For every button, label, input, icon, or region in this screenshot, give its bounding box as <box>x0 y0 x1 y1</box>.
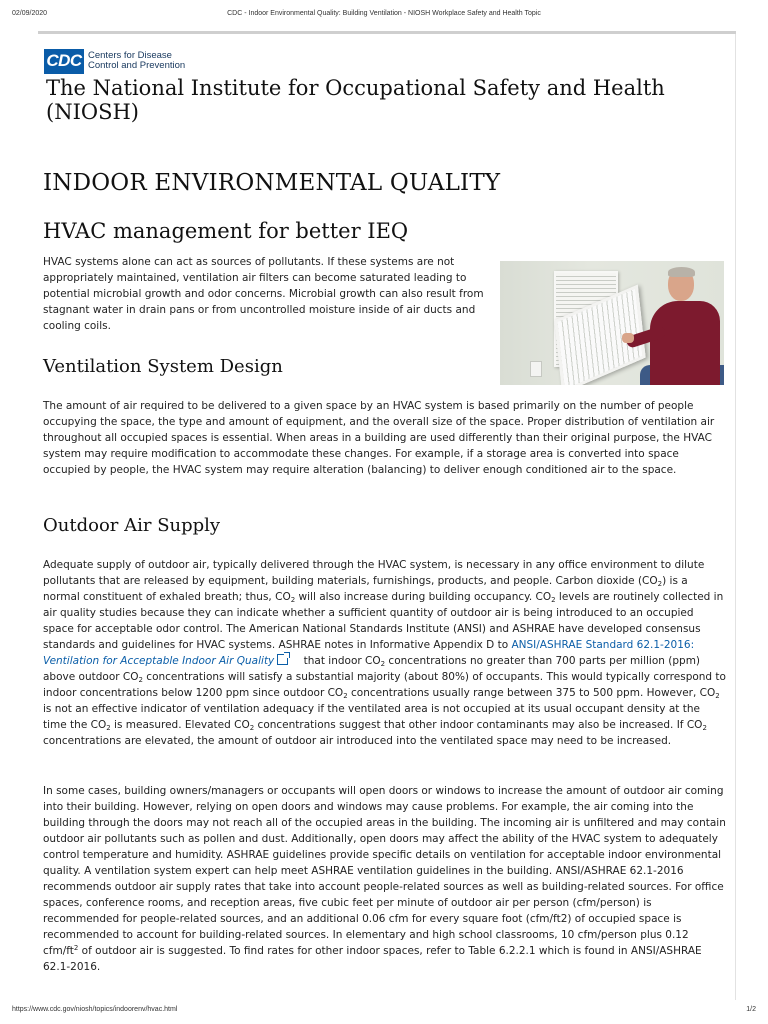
outdoor-air-paragraph-2: In some cases, building owners/managers or occupants will open doors or windows to increase the amount of outdoor air coming into their building. However, relying on open doors and windows may cause problems. For example, the air coming into the building through the doors may not reach all of the occupied areas in the building. The incoming air is unfiltered and may contain outdoor air pollutants such as pollen and dust. Additionally, open doors may affect the ability of the HVAC system to adequately control temperature and humidity. ASHRAE guidelines provide specific details on ventilation for acceptable indoor environmental quality. A ventilation system expert can help meet ASHRAE ventilation guidelines in the building. ANSI/ASHRAE 62.1-2016 recommends outdoor air supply rates that take into account people-related sources as well as building-related sources. For office spaces, conference rooms, and reception areas, five cubic feet per minute of outdoor air per person (cfm/person) is recommended for people-related sources, and an additional 0.06 cfm for every square foot (cfm/ft2) of occupied space is recommended to account for building-related sources. In elementary and high school classrooms, 10 cfm/person plus 0.12 cfm/$ft^2$ of outdoor air is suggested. To find rates for other indoor spaces, refer to Table 6.2.2.1 which is found in ANSI/ASHRAE 62.1-2016. <box>43 785 726 973</box>
page-title: INDOOR ENVIRONMENTAL QUALITY <box>43 170 501 196</box>
hvac-paragraph: HVAC systems alone can act as sources of pollutants. If these systems are not appropriately maintained, ventilation air filters can become saturated leading to potential microbial growth and odor concerns. Microbial growth can also result from stagnant water in drain pans or from uncontrolled moisture inside of air ducts and cooling coils. <box>43 256 484 332</box>
person-hair <box>668 267 695 277</box>
top-divider <box>38 31 736 34</box>
person-hand <box>622 333 634 343</box>
hvac-heading: HVAC management for better IEQ <box>43 219 409 243</box>
outdoor-air-paragraph-1: Adequate supply of outdoor air, typically delivered through the HVAC system, is necessary in any office environment to dilute pollutants that are released by equipment, building materials, furnishings, products, and people. Carbon dioxide $(CO_2)$ is a normal constituent of exhaled breath; thus, $CO_2$ will also increase during building occupancy. $CO_2$ levels are routinely collected in air quality studies because they can indicate whether a sufficient quantity of outdoor air is being introduced to an occupied space for acceptable odor control. The American National Standards Institute (ANSI) and ASHRAE have developed consensus standards and guidelines for HVAC systems. ASHRAE notes in Informative Appendix D to ANSI/ASHRAE Standard 62.1-2016: Ventilation for Acceptable Indoor Air Quality that indoor $CO_2$ concentrations no greater than 700 parts per million (ppm) above outdoor $CO_2$ concentrations will satisfy a substantial majority (about 80%) of occupants. This would typically correspond to indoor concentrations below 1200 ppm since outdoor $CO_2$ concentrations usually range between 375 to 500 ppm. However, $CO_2$ is not an effective indicator of ventilation adequacy if the ventilated area is not occupied at its usual occupant density at the time the $CO_2$ is measured. Elevated $CO_2$ concentrations suggest that other indoor contaminants may also be increased. If $CO_2$ concentrations are elevated, the amount of outdoor air introduced into the ventilated space may need to be increased. <box>43 559 726 747</box>
print-page-title: CDC - Indoor Environmental Quality: Building Ventilation - NIOSH Workplace Safety and Health Topic <box>227 10 541 17</box>
external-link-icon[interactable] <box>277 654 288 665</box>
cdc-logo-line1: Centers for Disease <box>88 50 172 61</box>
wall-outlet <box>530 361 542 377</box>
ashrae-standard-link[interactable]: ANSI/ASHRAE Standard 62.1-2016: Ventilation for Acceptable Indoor Air Quality <box>43 639 695 667</box>
cdc-logo-mark: CDC <box>44 49 84 74</box>
person-torso <box>650 301 720 385</box>
cdc-logo-text <box>88 51 185 71</box>
niosh-title[interactable]: The National Institute for Occupational Safety and Health (NIOSH) <box>46 76 665 124</box>
cdc-logo-line2: Control and Prevention <box>88 60 186 71</box>
ventilation-heading: Ventilation System Design <box>43 356 283 377</box>
page-edge-divider <box>735 34 736 1000</box>
print-header <box>12 10 756 22</box>
print-date: 02/09/2020 <box>12 10 48 17</box>
print-url: https://www.cdc.gov/niosh/topics/indoorenv/hvac.html <box>12 1006 178 1013</box>
outdoor-air-heading: Outdoor Air Supply <box>43 515 221 536</box>
print-footer <box>12 1006 756 1016</box>
print-page-number: 1/2 <box>746 1006 756 1013</box>
hvac-filter-photo <box>500 261 724 385</box>
cdc-logo[interactable] <box>44 48 185 74</box>
ventilation-paragraph: The amount of air required to be delivered to a given space by an HVAC system is based primarily on the number of people occupying the space, the type and amount of equipment, and the overall size of the space. Proper distribution of ventilation air throughout all occupied spaces is essential. When areas in a building are used differently than their original purpose, the HVAC system may require modification to accommodate these changes. For example, if a storage area is converted into space occupied by people, the HVAC system may require alteration (balancing) to deliver enough conditioned air to the space. <box>43 400 715 476</box>
